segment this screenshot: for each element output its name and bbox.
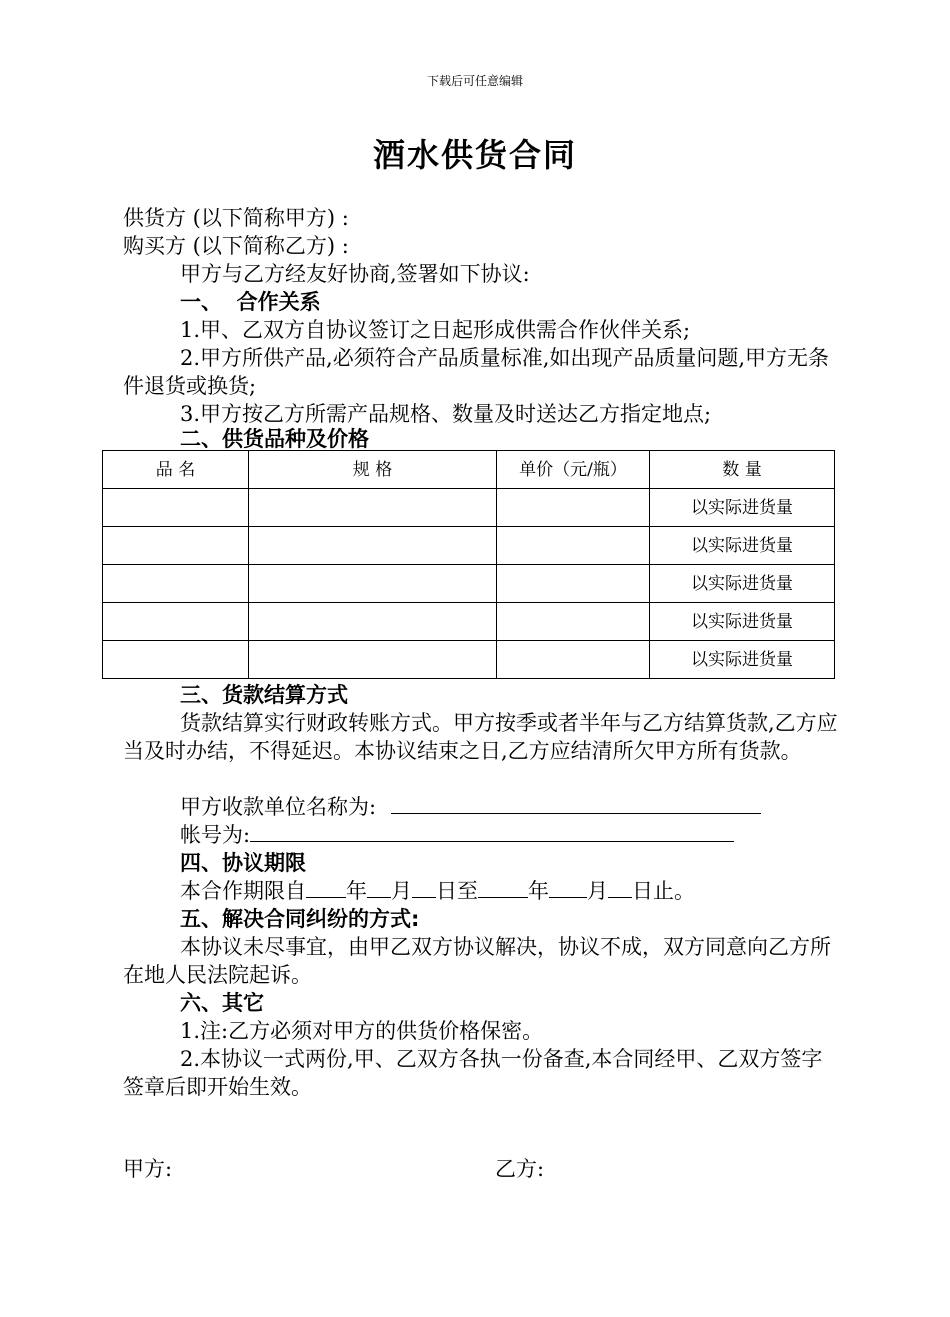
section6-item-1: 1.注:乙方必须对甲方的供货价格保密。 bbox=[180, 1019, 544, 1043]
cell-quantity: 以实际进货量 bbox=[650, 603, 835, 641]
table-row bbox=[103, 641, 835, 679]
cell-quantity: 以实际进货量 bbox=[650, 489, 835, 527]
account-blank[interactable] bbox=[250, 821, 734, 842]
table-row bbox=[103, 527, 835, 565]
cell-name bbox=[103, 527, 249, 565]
term-day-1: 日至 bbox=[436, 879, 478, 903]
start-year-blank[interactable] bbox=[306, 877, 346, 898]
end-day-blank[interactable] bbox=[608, 877, 632, 898]
intro-line: 甲方与乙方经友好协商,签署如下协议: bbox=[180, 262, 530, 286]
section1-item-1: 1.甲、乙双方自协议签订之日起形成供需合作伙伴关系; bbox=[180, 318, 691, 342]
cell-quantity: 以实际进货量 bbox=[650, 565, 835, 603]
term-month-1: 月 bbox=[391, 879, 412, 903]
document-title: 酒水供货合同 bbox=[372, 136, 577, 174]
term-end: 日止。 bbox=[632, 879, 695, 903]
cell-spec bbox=[249, 603, 497, 641]
signature-row bbox=[123, 1155, 843, 1183]
term-year-2: 年 bbox=[528, 879, 549, 903]
contract-body bbox=[123, 204, 843, 1183]
cell-spec bbox=[249, 565, 497, 603]
end-year-blank[interactable] bbox=[478, 877, 528, 898]
section5-body: 本协议未尽事宜，由甲乙双方协议解决，协议不成，双方同意向乙方所在地人民法院起诉。 bbox=[123, 935, 831, 987]
section5-heading: 五、解决合同纠纷的方式: bbox=[180, 907, 420, 931]
account-line bbox=[123, 821, 843, 849]
section4-heading: 四、协议期限 bbox=[180, 851, 306, 875]
term-year-1: 年 bbox=[346, 879, 367, 903]
section1-item-2 bbox=[123, 344, 843, 400]
cell-price bbox=[497, 565, 650, 603]
cell-name bbox=[103, 641, 249, 679]
end-month-blank[interactable] bbox=[549, 877, 587, 898]
payee-blank[interactable] bbox=[391, 793, 761, 814]
section6-item-2: 2.本协议一式两份,甲、乙双方各执一份备查,本合同经甲、乙双方签字签章后即开始生效。 bbox=[123, 1047, 823, 1099]
section3-heading: 三、货款结算方式 bbox=[180, 683, 348, 707]
table-row bbox=[103, 603, 835, 641]
section3-body: 货款结算实行财政转账方式。甲方按季或者半年与乙方结算货款,乙方应当及时办结，不得延迟。本协议结束之日,乙方应结清所欠甲方所有货款。 bbox=[123, 711, 838, 763]
col-header-quantity: 数 量 bbox=[650, 451, 835, 489]
cell-spec bbox=[249, 527, 497, 565]
buyer-line: 购买方 (以下简称乙方) : bbox=[123, 234, 349, 258]
cell-name bbox=[103, 603, 249, 641]
cell-quantity: 以实际进货量 bbox=[650, 641, 835, 679]
table-row bbox=[103, 565, 835, 603]
section1-item-3: 3.甲方按乙方所需产品规格、数量及时送达乙方指定地点; bbox=[180, 402, 712, 426]
cell-price bbox=[497, 641, 650, 679]
cell-spec bbox=[249, 489, 497, 527]
term-month-2: 月 bbox=[587, 879, 608, 903]
party-a-signature-label: 甲方: bbox=[123, 1157, 173, 1181]
cell-price bbox=[497, 603, 650, 641]
cell-name bbox=[103, 565, 249, 603]
cell-name bbox=[103, 489, 249, 527]
term-line bbox=[123, 877, 843, 905]
cell-quantity: 以实际进货量 bbox=[650, 527, 835, 565]
col-header-name: 品 名 bbox=[103, 451, 249, 489]
party-b-signature-label: 乙方: bbox=[495, 1157, 545, 1181]
table-row bbox=[103, 489, 835, 527]
cell-price bbox=[497, 489, 650, 527]
col-header-price: 单价（元/瓶） bbox=[497, 451, 650, 489]
start-day-blank[interactable] bbox=[412, 877, 436, 898]
table-header-row bbox=[103, 451, 835, 489]
header-note: 下载后可任意编辑 bbox=[426, 74, 523, 88]
payee-label: 甲方收款单位名称为: bbox=[180, 795, 377, 819]
goods-table bbox=[102, 450, 835, 679]
section6-heading: 六、其它 bbox=[180, 991, 264, 1015]
col-header-spec: 规 格 bbox=[249, 451, 497, 489]
account-label: 帐号为: bbox=[180, 823, 251, 847]
section1-heading: 一、 合作关系 bbox=[180, 290, 321, 314]
cell-price bbox=[497, 527, 650, 565]
cell-spec bbox=[249, 641, 497, 679]
start-month-blank[interactable] bbox=[367, 877, 391, 898]
section1-item-2-text: 2.甲方所供产品,必须符合产品质量标准,如出现产品质量问题,甲方无条件退货或换货; bbox=[123, 346, 830, 398]
section2-heading: 二、供货品种及价格 bbox=[180, 427, 369, 451]
supplier-line: 供货方 (以下简称甲方) : bbox=[123, 206, 349, 230]
term-prefix: 本合作期限自 bbox=[180, 879, 306, 903]
payee-line bbox=[123, 793, 843, 821]
